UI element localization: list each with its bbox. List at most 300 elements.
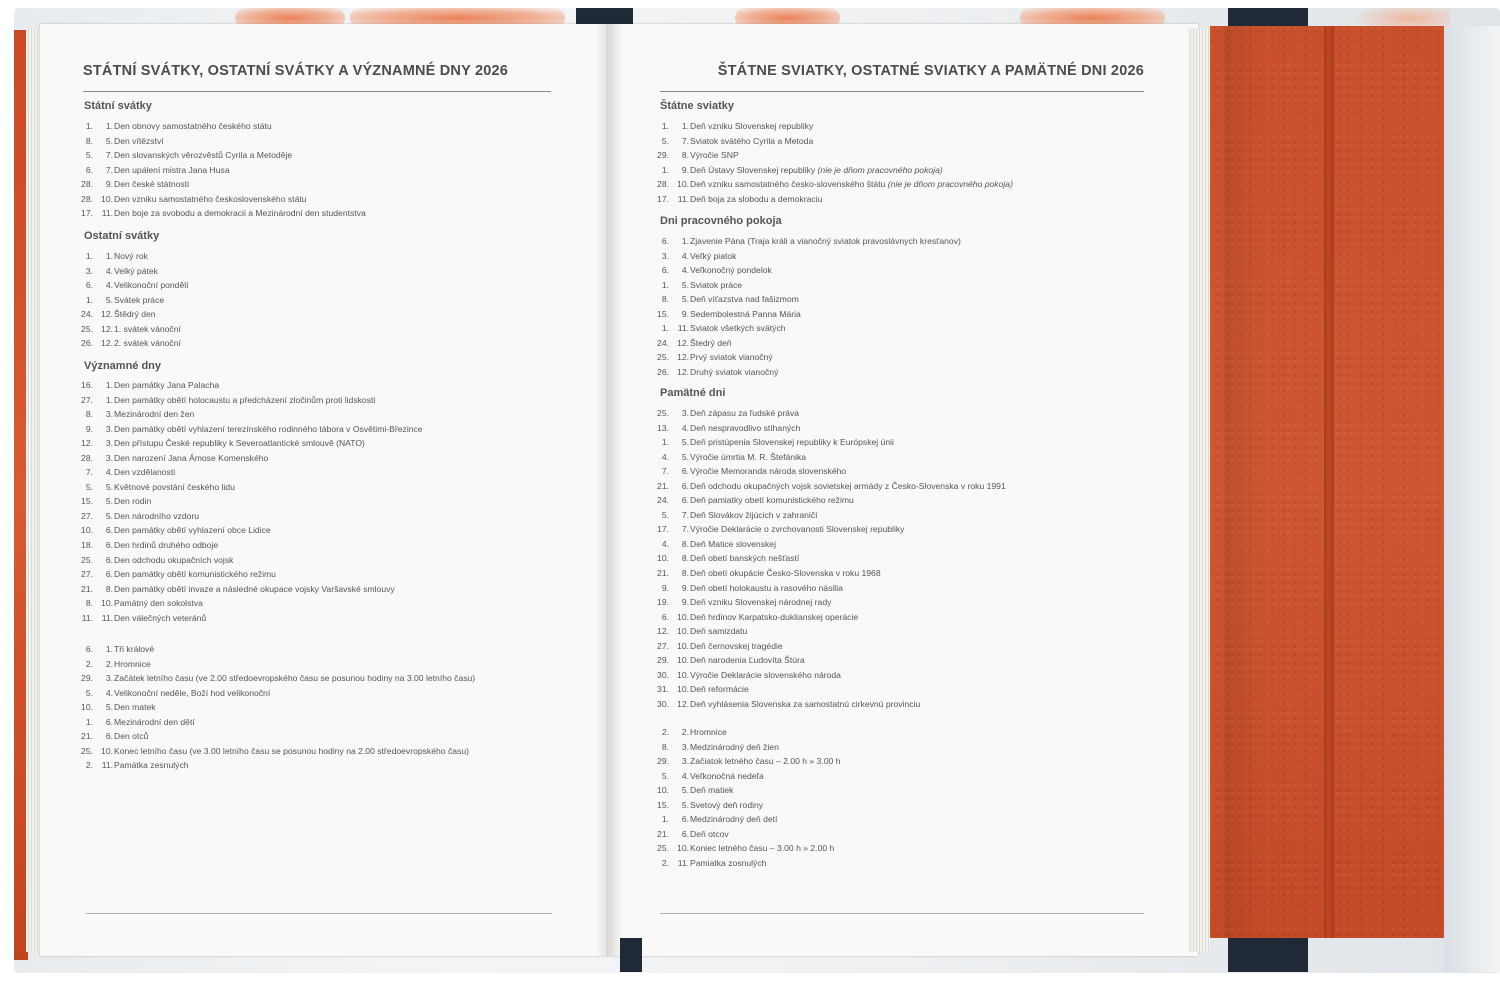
holiday-entry <box>83 480 583 495</box>
entry-label: Den hrdinů druhého odboje <box>114 540 219 551</box>
entry-month: 5. <box>105 496 113 507</box>
entry-day: 24. <box>657 337 669 348</box>
entry-day: 8. <box>85 598 93 609</box>
entry-text <box>114 177 189 192</box>
entry-month: 10. <box>677 179 689 190</box>
entry-day: 8. <box>661 294 669 305</box>
entry-day: 21. <box>657 480 669 491</box>
entry-day: 27. <box>81 510 93 521</box>
holiday-entry <box>659 856 1159 871</box>
entry-text <box>690 754 841 769</box>
holiday-entry <box>83 322 583 337</box>
entry-day: 8. <box>661 741 669 752</box>
entry-label: Deň vyhlásenia Slovenska za samostatnú cirkevnú provinciu <box>690 698 921 709</box>
entry-label: Deň zápasu za ľudské práva <box>690 408 800 418</box>
entry-text <box>114 307 156 322</box>
holiday-entry <box>659 653 1159 668</box>
holiday-entry <box>659 841 1159 856</box>
entry-label: Deň obetí banských nešťastí <box>690 553 800 564</box>
entry-label: 1. svátek vánoční <box>114 323 181 334</box>
entry-text <box>114 393 375 408</box>
holiday-entry <box>659 827 1159 842</box>
entry-day: 28. <box>81 452 93 463</box>
holiday-entry <box>659 668 1159 683</box>
holiday-entry <box>659 134 1159 149</box>
entry-text <box>114 119 272 134</box>
holiday-entry <box>659 508 1159 523</box>
entry-text <box>114 378 219 393</box>
entry-day: 5. <box>661 135 669 146</box>
holiday-entry <box>659 639 1159 654</box>
book-gutter <box>596 24 622 956</box>
entry-day: 17. <box>657 524 669 535</box>
entry-label: Velikonoční neděle, Boží hod velikonoční <box>114 687 271 698</box>
entry-text <box>114 249 148 264</box>
entry-label: Veľkonočný pondelok <box>690 265 772 276</box>
entry-month: 5. <box>681 799 689 810</box>
entry-day: 25. <box>81 323 93 334</box>
entry-month: 8. <box>681 538 689 549</box>
entry-text <box>690 336 732 351</box>
entry-month: 9. <box>681 597 689 608</box>
entry-text <box>690 249 736 264</box>
entry-month: 10. <box>101 598 113 609</box>
entry-label: Veľkonočná nedeľa <box>690 770 764 781</box>
holiday-entry <box>659 307 1159 322</box>
holiday-entry <box>659 740 1159 755</box>
entry-text <box>114 336 181 351</box>
entry-text <box>114 642 154 657</box>
entry-label: Deň obetí holokaustu a rasového násilia <box>690 582 843 593</box>
holiday-entry <box>659 450 1159 465</box>
entry-day: 3. <box>661 250 669 261</box>
entry-label: Deň boja za slobodu a demokraciu <box>690 193 823 204</box>
holiday-entry <box>659 278 1159 293</box>
entry-month: 11. <box>677 323 689 334</box>
entry-label: Koniec letného času – 3.00 h » 2.00 h <box>690 843 835 854</box>
entry-day: 6. <box>85 164 93 175</box>
holiday-list <box>659 406 1159 711</box>
entry-text <box>690 595 831 610</box>
entry-label: Výročie Deklarácie slovenského národa <box>690 669 841 680</box>
entry-label: Den památky obětí invaze a následné okupace vojsky Varšavské smlouvy <box>114 583 395 594</box>
entry-text <box>690 697 920 712</box>
page-title: ŠTÁTNE SVIATKY, OSTATNÉ SVIATKY A PAMÄTNÉ DNI 2026 <box>717 63 1144 79</box>
entry-label: Den památky Jana Palacha <box>114 380 220 390</box>
holiday-list <box>83 119 583 221</box>
entry-day: 9. <box>661 582 669 593</box>
holiday-entry <box>83 465 583 480</box>
entry-day: 11. <box>81 612 93 623</box>
entry-label: Mezinárodní den žen <box>114 409 195 420</box>
entry-label: Den české státnosti <box>114 179 189 190</box>
entry-label: Památka zesnulých <box>114 760 189 771</box>
entry-month: 12. <box>677 698 689 709</box>
entry-day: 29. <box>657 150 669 161</box>
entry-day: 5. <box>661 770 669 781</box>
entry-text <box>114 596 203 611</box>
entry-day: 4. <box>661 538 669 549</box>
entry-day: 6. <box>661 265 669 276</box>
entry-text <box>114 582 395 597</box>
entry-month: 5. <box>681 294 689 305</box>
entry-month: 5. <box>105 481 113 492</box>
entry-month: 6. <box>105 569 113 580</box>
entry-month: 8. <box>681 568 689 579</box>
entry-label: Sedembolestná Panna Mária <box>690 308 801 319</box>
entry-day: 5. <box>661 509 669 520</box>
entry-day: 2. <box>661 727 669 737</box>
entry-day: 6. <box>661 236 669 246</box>
entry-month: 12. <box>101 309 113 320</box>
entry-month: 3. <box>681 741 689 752</box>
entry-text <box>114 407 194 422</box>
entry-text <box>114 700 156 715</box>
holiday-entry <box>659 595 1159 610</box>
entry-day: 25. <box>81 745 93 756</box>
entry-text <box>690 192 822 207</box>
entry-label: Výročie úmrtia M. R. Štefánika <box>690 451 807 462</box>
entry-label: Medzinárodný deň detí <box>690 814 778 825</box>
entry-label: Deň pristúpenia Slovenskej republiky k Európskej únii <box>690 437 894 448</box>
holiday-entry <box>659 697 1159 712</box>
entry-text <box>114 758 189 773</box>
holiday-entry <box>83 494 583 509</box>
entry-day: 30. <box>657 669 669 680</box>
entry-month: 10. <box>677 684 689 695</box>
entry-label: Den památky obětí holocaustu a předcházení zločinům proti lidskosti <box>114 394 376 405</box>
entry-day: 29. <box>81 673 93 684</box>
holiday-list <box>83 249 583 351</box>
entry-text <box>690 148 739 163</box>
entry-day: 31. <box>657 684 669 695</box>
entry-text <box>690 798 763 813</box>
entry-text <box>690 740 779 755</box>
holiday-entry <box>659 435 1159 450</box>
entry-label: Deň vzniku Slovenskej národnej rady <box>690 597 832 608</box>
entry-text <box>114 509 199 524</box>
section-title: Státní svátky <box>84 100 152 112</box>
holiday-entry <box>659 177 1159 192</box>
entry-day: 12. <box>81 438 93 449</box>
entry-label: Deň obetí okupácie Česko-Slovenska v roku 1968 <box>690 568 881 579</box>
holiday-entry <box>659 624 1159 639</box>
holiday-entry <box>83 148 583 163</box>
entry-label: Den vzniku samostatného československého státu <box>114 193 307 204</box>
entry-label: Den památky obětí komunistického režimu <box>114 569 276 580</box>
entry-month: 1. <box>105 380 113 390</box>
entry-text <box>690 682 749 697</box>
entry-label: Deň matiek <box>690 785 734 796</box>
entry-text <box>690 769 764 784</box>
entry-text <box>114 293 164 308</box>
entry-label: Památný den sokolstva <box>114 598 203 609</box>
entry-text <box>690 450 806 465</box>
entry-month: 6. <box>681 828 689 839</box>
entry-text <box>114 465 175 480</box>
entry-label: Hromnice <box>114 658 151 669</box>
holiday-entry <box>659 234 1159 249</box>
bookmark-ribbon <box>620 938 642 972</box>
entry-text <box>690 812 777 827</box>
entry-text <box>690 783 733 798</box>
holiday-entry <box>659 682 1159 697</box>
entry-text <box>690 177 1013 192</box>
entry-label: Den památky obětí vyhlazení obce Lidice <box>114 525 271 536</box>
entry-day: 1. <box>85 121 93 131</box>
entry-text <box>690 493 854 508</box>
holiday-entry <box>659 581 1159 596</box>
entry-day: 28. <box>81 193 93 204</box>
entry-day: 15. <box>81 496 93 507</box>
section-title: Ostatní svátky <box>84 230 160 242</box>
entry-month: 8. <box>105 583 113 594</box>
section-title: Významné dny <box>84 360 162 372</box>
cover-dark-band <box>1228 938 1308 972</box>
entry-month: 6. <box>681 814 689 825</box>
entry-label: Výročie Deklarácie o zvrchovanosti Slovenskej republiky <box>690 524 905 535</box>
entry-label: Den vítězství <box>114 135 164 146</box>
entry-label: Začátek letního času (ve 2.00 středoevropského času se posunou hodiny na 3.00 letního času) <box>114 673 476 684</box>
entry-label: Velikonoční pondělí <box>114 280 189 291</box>
entry-day: 8. <box>85 135 93 146</box>
holiday-entry <box>659 464 1159 479</box>
entry-month: 10. <box>101 193 113 204</box>
holiday-entry <box>659 365 1159 380</box>
entry-label: Den upálení mistra Jana Husa <box>114 164 230 175</box>
entry-day: 15. <box>657 308 669 319</box>
entry-day: 26. <box>81 338 93 349</box>
entry-day: 29. <box>657 655 669 666</box>
entry-month: 6. <box>681 480 689 491</box>
entry-day: 12. <box>657 626 669 637</box>
entry-day: 1. <box>661 121 669 131</box>
entry-text <box>114 744 469 759</box>
entry-label: Deň hrdinov Karpatsko-duklianskej operácie <box>690 611 859 622</box>
entry-month: 3. <box>105 438 113 449</box>
holiday-entry <box>83 582 583 597</box>
entry-text <box>690 365 778 380</box>
entry-day: 18. <box>81 540 93 551</box>
entry-label: Štědrý den <box>114 309 156 320</box>
holiday-entry <box>659 163 1159 178</box>
entry-text <box>690 263 772 278</box>
entry-day: 7. <box>85 467 93 478</box>
holiday-entry <box>83 523 583 538</box>
entry-label: Nový rok <box>114 251 148 261</box>
entry-day: 3. <box>85 265 93 276</box>
holiday-entry <box>83 509 583 524</box>
entry-month: 4. <box>681 265 689 276</box>
holiday-entry <box>659 263 1159 278</box>
holiday-entry <box>659 610 1159 625</box>
holiday-entry <box>659 192 1159 207</box>
entry-month: 7. <box>681 524 689 535</box>
entry-label: Den národního vzdoru <box>114 510 200 521</box>
holiday-entry <box>83 611 583 626</box>
entry-text <box>690 508 818 523</box>
entry-label: Den narození Jana Ámose Komenského <box>114 452 269 463</box>
entry-day: 17. <box>81 208 93 219</box>
holiday-entry <box>83 729 583 744</box>
entry-day: 25. <box>657 408 669 418</box>
entry-month: 6. <box>105 716 113 727</box>
entry-label: Den přístupu České republiky k Severoatlantické smlouvě (NATO) <box>114 438 365 449</box>
entry-text <box>114 715 195 730</box>
entry-day: 21. <box>657 568 669 579</box>
entry-label: Velký pátek <box>114 265 158 276</box>
holiday-entry <box>83 249 583 264</box>
entry-text <box>114 671 475 686</box>
entry-text <box>690 119 813 134</box>
entry-day: 24. <box>81 309 93 320</box>
holiday-entry <box>659 119 1159 134</box>
section-title: Štátne sviatky <box>660 100 734 112</box>
holiday-entry <box>659 336 1159 351</box>
holiday-entry <box>83 596 583 611</box>
entry-month: 1. <box>105 121 113 131</box>
entry-day: 21. <box>81 731 93 742</box>
entry-month: 1. <box>105 251 113 261</box>
cover-outer-edge <box>1444 26 1500 972</box>
entry-label: Den slovanských věrozvěstů Cyrila a Metoděje <box>114 150 293 161</box>
entry-day: 1. <box>85 251 93 261</box>
holiday-entry <box>83 393 583 408</box>
page-edges <box>1188 28 1210 952</box>
entry-day: 1. <box>85 716 93 727</box>
entry-day: 28. <box>81 179 93 190</box>
holiday-entry <box>83 642 583 657</box>
entry-text <box>690 668 841 683</box>
entry-month: 10. <box>677 843 689 854</box>
entry-text <box>690 479 1006 494</box>
entry-text <box>114 480 235 495</box>
entry-text <box>690 581 843 596</box>
entry-label: Štedrý deň <box>690 337 732 348</box>
entry-day: 7. <box>661 466 669 477</box>
footer-rule <box>660 913 1144 914</box>
entry-month: 6. <box>681 466 689 477</box>
entry-label: Výročie Memoranda národa slovenského <box>690 466 847 477</box>
entry-month: 4. <box>105 467 113 478</box>
holiday-list <box>659 119 1159 206</box>
entry-day: 30. <box>657 698 669 709</box>
entry-day: 25. <box>657 352 669 363</box>
entry-text <box>690 610 858 625</box>
entry-month: 5. <box>681 451 689 462</box>
entry-day: 21. <box>81 583 93 594</box>
holiday-entry <box>659 812 1159 827</box>
entry-day: 1. <box>661 323 669 334</box>
entry-month: 2. <box>105 658 113 669</box>
holiday-entry <box>659 566 1159 581</box>
entry-month: 3. <box>105 673 113 684</box>
heading-rule <box>83 91 551 92</box>
holiday-entry <box>83 758 583 773</box>
entry-label: Hromnice <box>690 727 727 737</box>
entry-label: Deň Matice slovenskej <box>690 538 776 549</box>
holiday-entry <box>83 715 583 730</box>
section-title: Pamätné dni <box>660 387 726 399</box>
entry-label: Výročie SNP <box>690 150 739 161</box>
entry-day: 10. <box>657 785 669 796</box>
entry-day: 10. <box>81 702 93 713</box>
holiday-entry <box>83 686 583 701</box>
entry-text <box>114 538 218 553</box>
holiday-entry <box>83 134 583 149</box>
holiday-entry <box>83 538 583 553</box>
entry-text <box>114 206 366 221</box>
holiday-entry <box>83 553 583 568</box>
holiday-entry <box>83 378 583 393</box>
entry-text <box>114 322 181 337</box>
entry-label: Deň vzniku samostatného česko-slovenského štátu <box>690 179 886 190</box>
entry-text <box>114 134 164 149</box>
entry-day: 4. <box>661 451 669 462</box>
holiday-entry <box>83 744 583 759</box>
entry-month: 5. <box>681 279 689 290</box>
entry-month: 5. <box>105 510 113 521</box>
holiday-entry <box>659 479 1159 494</box>
entry-text <box>114 278 189 293</box>
entry-text <box>114 611 206 626</box>
entry-label: Mezinárodní den dětí <box>114 716 195 727</box>
holiday-entry <box>83 451 583 466</box>
entry-day: 2. <box>85 760 93 771</box>
entry-month: 9. <box>681 308 689 319</box>
entry-month: 5. <box>681 785 689 796</box>
entry-label: Den obnovy samostatného českého státu <box>114 121 272 131</box>
entry-day: 5. <box>85 481 93 492</box>
entry-text <box>690 856 766 871</box>
entry-month: 6. <box>105 540 113 551</box>
entry-day: 27. <box>657 640 669 651</box>
entry-month: 6. <box>105 554 113 565</box>
entry-month: 7. <box>105 150 113 161</box>
entry-day: 10. <box>81 525 93 536</box>
entry-day: 27. <box>81 394 93 405</box>
holiday-entry <box>659 754 1159 769</box>
entry-month: 7. <box>681 135 689 146</box>
entry-text <box>114 686 270 701</box>
entry-month: 10. <box>677 640 689 651</box>
entry-label: Medzinárodný deň žien <box>690 741 779 752</box>
entry-text <box>690 292 799 307</box>
entry-month: 4. <box>105 280 113 291</box>
entry-text <box>690 566 881 581</box>
holiday-entry <box>659 798 1159 813</box>
entry-label: Druhý sviatok vianočný <box>690 366 779 377</box>
entry-day: 6. <box>661 611 669 622</box>
entry-label: Deň Ústavy Slovenskej republiky <box>690 164 816 175</box>
entry-month: 3. <box>105 452 113 463</box>
entry-text <box>114 567 276 582</box>
holiday-entry <box>659 249 1159 264</box>
entry-month: 11. <box>677 857 689 868</box>
entry-day: 2. <box>661 857 669 868</box>
entry-label: Deň černovskej tragédie <box>690 640 783 651</box>
entry-text <box>114 451 268 466</box>
entry-month: 5. <box>681 437 689 448</box>
entry-day: 27. <box>81 569 93 580</box>
entry-month: 4. <box>105 265 113 276</box>
entry-text <box>690 725 727 740</box>
entry-day: 6. <box>85 644 93 654</box>
entry-text <box>690 827 729 842</box>
elastic-band[interactable] <box>1324 26 1334 938</box>
flap-shadow <box>1224 26 1324 938</box>
holiday-entry <box>83 407 583 422</box>
